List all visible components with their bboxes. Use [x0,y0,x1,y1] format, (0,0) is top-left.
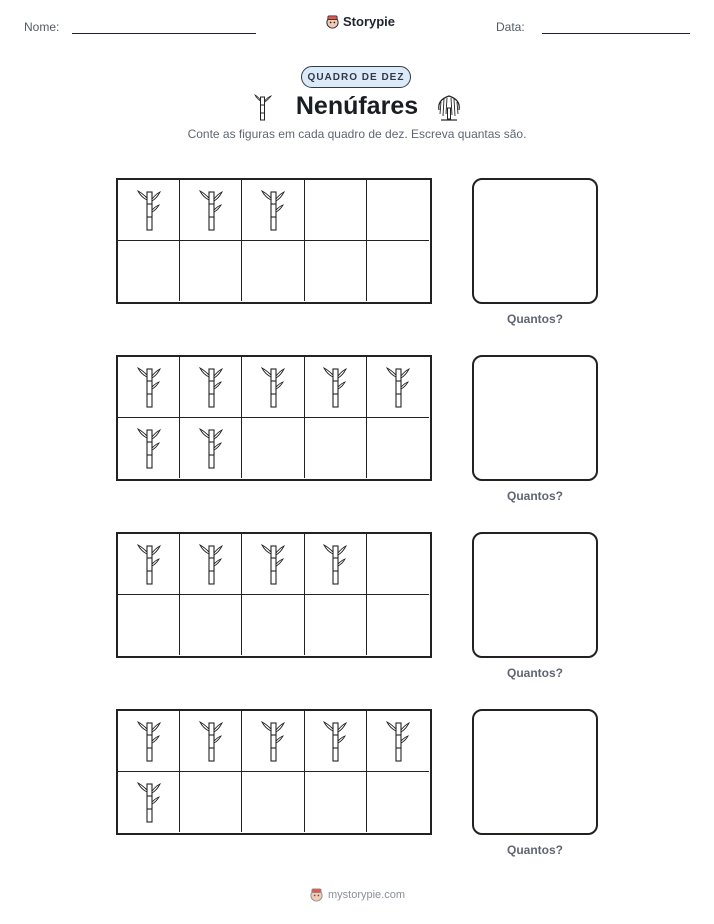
ten-frame-cell [118,357,180,418]
ten-frame-cell [367,180,429,241]
ten-frame-cell [242,595,304,656]
ten-frame-cell [367,711,429,772]
ten-frame-cell [180,241,242,302]
ten-frame-cell [305,241,367,302]
ten-frame-cell [305,418,367,479]
name-field[interactable] [72,33,256,34]
ten-frame-cell [305,357,367,418]
ten-frame-cell [242,241,304,302]
ten-frame-cell [242,534,304,595]
ten-frame-cell [242,418,304,479]
worksheet-type-badge: QUADRO DE DEZ [301,66,411,88]
ten-frame-cell [305,180,367,241]
bamboo-icon [261,365,285,409]
ten-frame-cell [367,772,429,833]
bamboo-icon [261,542,285,586]
ten-frame-cell [180,772,242,833]
instructions: Conte as figuras em cada quadro de dez. Escreva quantas são. [187,127,527,141]
ten-frame-cell [367,241,429,302]
bamboo-icon [137,542,161,586]
brand-logo [325,14,395,29]
answer-label: Quantos? [507,312,563,326]
bamboo-icon [323,542,347,586]
ten-frame-cell [305,595,367,656]
bamboo-icon [137,365,161,409]
bamboo-icon [137,188,161,232]
bamboo-icon [199,542,223,586]
bamboo-icon [261,188,285,232]
ten-frame-cell [242,180,304,241]
bamboo-icon [137,426,161,470]
ten-frame [116,178,432,304]
ten-frame-cell [305,772,367,833]
footer-url[interactable]: mystorypie.com [327,888,406,901]
ten-frame-cell [118,241,180,302]
willow-tree-icon [435,92,463,122]
footer [0,887,714,902]
storypie-logo-icon [309,887,324,902]
ten-frame-cell [118,418,180,479]
bamboo-icon [386,719,410,763]
bamboo-icon [261,719,285,763]
ten-frame-cell [118,534,180,595]
ten-frame-cell [180,534,242,595]
ten-frame-cell [180,711,242,772]
ten-frame [116,355,432,481]
ten-frame-cell [118,772,180,833]
ten-frame [116,709,432,835]
answer-box[interactable] [472,355,598,481]
ten-frame-cell [305,711,367,772]
bamboo-icon [323,365,347,409]
bamboo-icon [137,719,161,763]
bamboo-icon [137,780,161,824]
ten-frame-cell [367,357,429,418]
answer-label: Quantos? [507,489,563,503]
ten-frame-cell [180,180,242,241]
answer-label: Quantos? [507,666,563,680]
storypie-logo-icon [325,14,340,29]
bamboo-icon [199,426,223,470]
ten-frame-cell [242,772,304,833]
answer-box[interactable] [472,709,598,835]
page-title: Nenúfares [295,92,419,120]
bamboo-icon [323,719,347,763]
ten-frame-cell [242,711,304,772]
ten-frame-cell [180,357,242,418]
bamboo-icon [199,365,223,409]
answer-box[interactable] [472,532,598,658]
brand-name: Storypie [343,14,396,29]
ten-frame-cell [367,595,429,656]
ten-frame-cell [180,595,242,656]
bamboo-icon [386,365,410,409]
ten-frame [116,532,432,658]
ten-frame-cell [242,357,304,418]
ten-frame-cell [367,534,429,595]
bamboo-icon [199,719,223,763]
bamboo-icon [199,188,223,232]
ten-frame-cell [118,180,180,241]
ten-frame-cell [118,711,180,772]
answer-box[interactable] [472,178,598,304]
answer-label: Quantos? [507,843,563,857]
name-label: Nome: [24,20,60,34]
date-label: Data: [496,20,525,34]
ten-frame-cell [367,418,429,479]
ten-frame-cell [118,595,180,656]
ten-frame-cell [305,534,367,595]
date-field[interactable] [542,33,690,34]
ten-frame-cell [180,418,242,479]
